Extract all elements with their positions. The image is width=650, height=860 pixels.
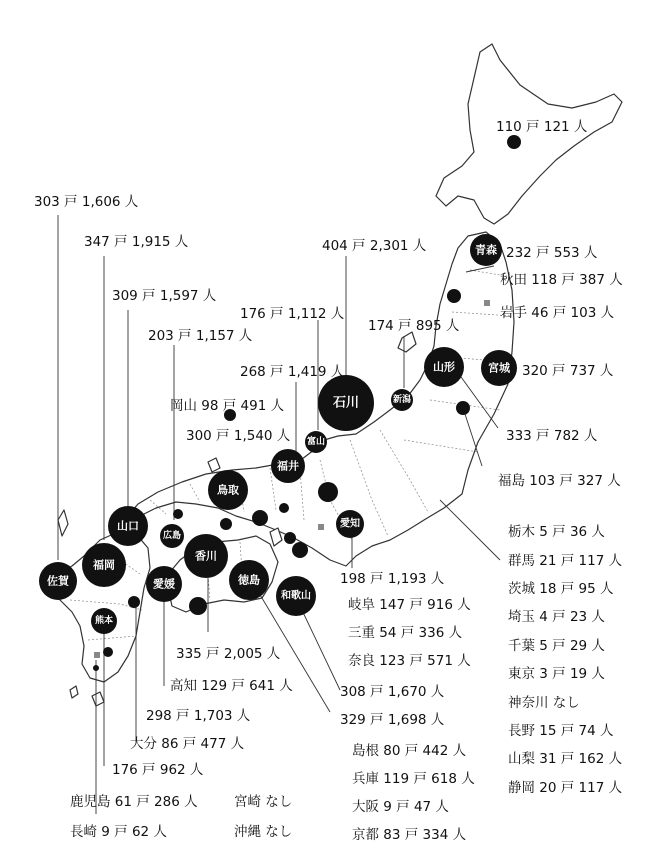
label-kagawa: 335 戸 2,005 人: [176, 646, 281, 662]
label-saitama: 埼玉 4 戸 23 人: [508, 609, 605, 625]
circle-wakayama: [276, 576, 316, 616]
marker-osaka: [284, 532, 296, 544]
marker-mie: [173, 509, 183, 519]
label-tokyo: 東京 3 戸 19 人: [508, 666, 605, 682]
label-okayama: 岡山 98 戸 491 人: [170, 398, 285, 414]
circle-label-aomori: 青森: [475, 243, 497, 257]
label-wakayama: 308 戸 1,670 人: [340, 684, 445, 700]
label-hyogo: 兵庫 119 戸 618 人: [352, 771, 475, 787]
circle-ehime: [146, 566, 182, 602]
label-yamagata: 333 戸 782 人: [506, 428, 598, 444]
marker-nagasaki: [93, 665, 99, 671]
circle-label-tokushima: 徳島: [238, 573, 260, 587]
label-miyagi: 320 戸 737 人: [522, 363, 614, 379]
circle-miyagi: [481, 350, 517, 386]
circle-label-toyama: 富山: [306, 437, 326, 447]
capital-marker: [484, 300, 490, 306]
marker-kagoshima: [103, 647, 113, 657]
label-gifu: 岐阜 147 戸 916 人: [348, 597, 471, 613]
label-ehime: 298 戸 1,703 人: [146, 708, 251, 724]
circle-kumamoto: [91, 608, 117, 634]
marker-kochi: [189, 597, 207, 615]
circle-fukui: [271, 449, 305, 483]
marker-nara: [279, 503, 289, 513]
circle-label-saga: 佐賀: [47, 574, 69, 588]
circle-label-hiroshima: 広島: [162, 531, 182, 541]
label-kyoto: 京都 83 戸 334 人: [352, 827, 467, 843]
circle-saga: [39, 562, 77, 600]
circle-label-fukui: 福井: [277, 459, 299, 473]
circle-yamagata: [424, 347, 464, 387]
label-tokushima: 329 戸 1,698 人: [340, 712, 445, 728]
marker-akita: [447, 289, 461, 303]
label-kagoshima: 鹿児島 61 戸 286 人: [70, 794, 198, 810]
label-hokkaido: 110 戸 121 人: [496, 119, 588, 135]
marker-hokkaido: [507, 135, 521, 149]
circle-label-yamagata: 山形: [433, 360, 455, 374]
marker-fukushima: [456, 401, 470, 415]
circle-yamaguchi: [108, 506, 148, 546]
label-tottori: 300 戸 1,540 人: [186, 428, 291, 444]
circle-label-kagawa: 香川: [195, 549, 217, 563]
circle-label-miyagi: 宮城: [488, 361, 510, 375]
circle-label-kumamoto: 熊本: [94, 616, 114, 626]
capital-marker: [94, 652, 100, 658]
label-saga: 303 戸 1,606 人: [34, 194, 139, 210]
marker-shimane: [252, 510, 268, 526]
label-chiba: 千葉 5 戸 29 人: [508, 638, 605, 654]
island-south: [70, 686, 104, 706]
island-oki: [208, 458, 220, 472]
label-osaka: 大阪 9 戸 47 人: [352, 799, 449, 815]
label-shimane: 島根 80 戸 442 人: [352, 743, 467, 759]
label-yamaguchi: 309 戸 1,597 人: [112, 288, 217, 304]
circle-fukuoka: [82, 543, 126, 587]
label-oita: 大分 86 戸 477 人: [130, 736, 245, 752]
label-toyama: 176 戸 1,112 人: [240, 306, 345, 322]
label-miyazaki: 宮崎 なし: [234, 794, 293, 810]
marker-hyogo: [220, 518, 232, 530]
label-kanagawa: 神奈川 なし: [508, 695, 580, 711]
circle-label-niigata: 新潟: [392, 395, 412, 405]
circle-label-aichi: 愛知: [340, 518, 360, 530]
circle-aomori: [470, 234, 502, 266]
circle-label-ehime: 愛媛: [153, 577, 175, 591]
circle-ishikawa: [318, 375, 374, 431]
circle-label-wakayama: 和歌山: [281, 590, 311, 602]
label-fukui: 268 戸 1,419 人: [240, 364, 345, 380]
circle-niigata: [391, 389, 413, 411]
label-nagano: 長野 15 戸 74 人: [508, 723, 614, 739]
label-ishikawa: 404 戸 2,301 人: [322, 238, 427, 254]
label-okinawa: 沖縄 なし: [234, 824, 293, 840]
label-niigata: 174 戸 895 人: [368, 318, 460, 334]
label-gunma: 群馬 21 戸 117 人: [508, 553, 623, 569]
label-fukuoka: 347 戸 1,915 人: [84, 234, 189, 250]
label-yamanashi: 山梨 31 戸 162 人: [508, 751, 623, 767]
label-mie: 三重 54 戸 336 人: [348, 625, 463, 641]
label-shizuoka: 静岡 20 戸 117 人: [508, 780, 623, 796]
label-iwate: 岩手 46 戸 103 人: [500, 305, 615, 321]
marker-oita: [128, 596, 140, 608]
marker-kyoto: [292, 542, 308, 558]
circle-tokushima: [229, 560, 269, 600]
circle-hiroshima: [160, 524, 184, 548]
capital-marker: [318, 524, 324, 530]
island-sado: [398, 332, 416, 352]
label-hiroshima: 203 戸 1,157 人: [148, 328, 253, 344]
label-nagasaki: 長崎 9 戸 62 人: [70, 824, 167, 840]
label-akita: 秋田 118 戸 387 人: [500, 272, 623, 288]
circle-kagawa: [184, 534, 228, 578]
label-ibaraki: 茨城 18 戸 95 人: [508, 581, 614, 597]
label-fukushima: 福島 103 戸 327 人: [498, 473, 621, 489]
circle-tottori: [208, 470, 248, 510]
label-nara: 奈良 123 戸 571 人: [348, 653, 471, 669]
label-tochigi: 栃木 5 戸 36 人: [508, 524, 605, 540]
circle-toyama: [305, 431, 327, 453]
marker-gifu: [318, 482, 338, 502]
circle-label-fukuoka: 福岡: [93, 558, 115, 572]
circle-label-ishikawa: 石川: [332, 395, 360, 411]
island-tsushima: [58, 510, 68, 536]
label-kumamoto: 176 戸 962 人: [112, 762, 204, 778]
circle-label-yamaguchi: 山口: [117, 519, 139, 533]
label-aichi: 198 戸 1,193 人: [340, 571, 445, 587]
label-kochi: 高知 129 戸 641 人: [170, 678, 293, 694]
circle-label-tottori: 鳥取: [217, 483, 239, 497]
label-aomori: 232 戸 553 人: [506, 245, 598, 261]
circle-aichi: [336, 510, 364, 538]
